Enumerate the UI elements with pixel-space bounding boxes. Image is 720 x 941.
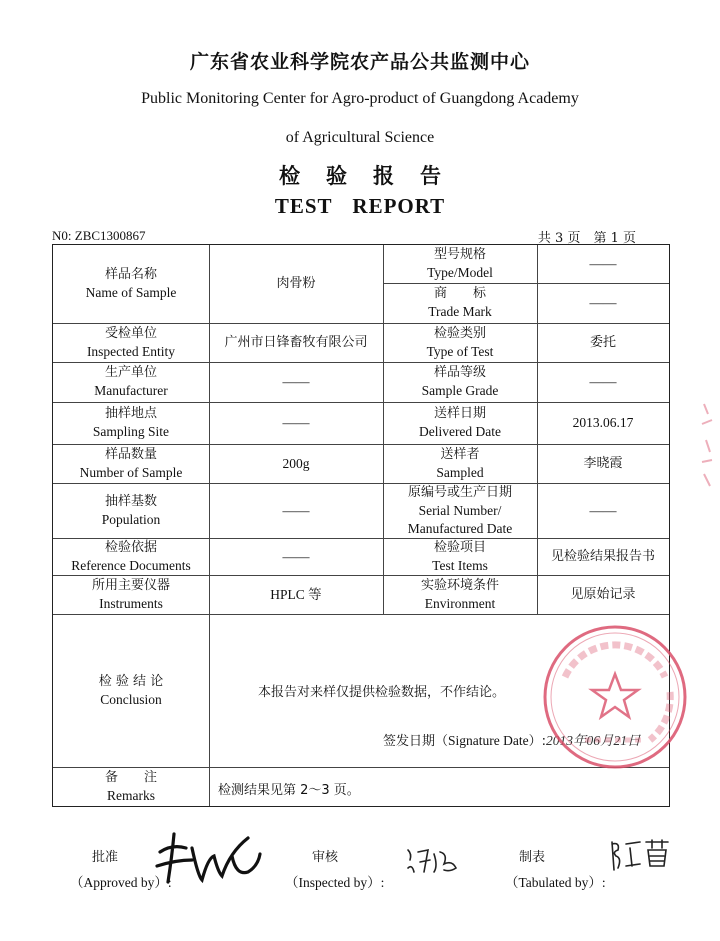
inspected-label-en: （Inspected by）:: [285, 875, 385, 890]
value-text: HPLC 等: [270, 586, 322, 602]
remarks-text: 检测结果见第 2～3 页。: [218, 783, 360, 798]
value-text: 广州市日锋畜牧有限公司: [224, 334, 368, 350]
label-en: Delivered Date: [418, 424, 502, 439]
sampled-value: [537, 444, 669, 483]
type-model-value: [537, 245, 669, 283]
signature-date-label-cn: 签发日期（: [383, 734, 449, 749]
approver-signature: [152, 826, 267, 888]
grid-line: [209, 614, 210, 806]
signature-date-separator: ）:: [528, 734, 547, 749]
serial-number-value: [537, 483, 669, 538]
label-en: Manufactured Date: [407, 520, 513, 536]
value-text: 200g: [282, 455, 310, 471]
trade-mark-value: [537, 283, 669, 323]
number-of-sample-value: [209, 444, 383, 483]
label-en: Type/Model: [427, 265, 493, 280]
value-text: ——: [589, 295, 617, 310]
value-text: ——: [282, 548, 310, 564]
value-text: ——: [589, 374, 617, 389]
report-title-en: TEST REPORT: [274, 194, 446, 218]
environment-value: [537, 575, 669, 614]
value-text: 李晓霞: [583, 455, 623, 471]
label-cn: 抽样地点: [104, 406, 157, 421]
signature-date-value: 2013年06月21日: [546, 733, 641, 748]
instruments-label: [53, 575, 209, 614]
serial-number-label: [383, 483, 537, 538]
test-items-value: [537, 538, 669, 575]
tabulator-signature: [608, 836, 674, 874]
page-edge-seal-marks: [698, 400, 720, 490]
label-cn: 样品等级: [433, 365, 486, 380]
label-cn: 送样者: [440, 446, 480, 462]
tabulated-label-cn: 制表: [519, 850, 546, 865]
label-cn: 送样日期: [433, 406, 486, 421]
inspected-label-cn: 审核: [312, 850, 339, 865]
type-of-test-value: [537, 323, 669, 362]
label-en: Type of Test: [426, 343, 494, 359]
label-en: Inspected Entity: [86, 343, 176, 359]
population-label: [53, 483, 209, 538]
label-en: Reference Documents: [71, 557, 191, 573]
page-count: 共 3 页 第 1 页: [537, 231, 636, 246]
signature-date-label-en: Signature Date: [448, 733, 529, 748]
sampling-site-value: [209, 402, 383, 444]
label-cn: 原编号或生产日期: [407, 484, 512, 500]
delivered-date-label: [383, 402, 537, 444]
sample-name-value: [209, 245, 383, 323]
label-en: Trade Mark: [428, 304, 492, 319]
label-cn: 实验环境条件: [420, 577, 499, 593]
label-cn: 生产单位: [104, 365, 157, 380]
report-title-cn: 检验报告: [279, 164, 467, 188]
approved-label-en: （Approved by）:: [70, 875, 172, 890]
label-cn: 检验类别: [433, 325, 486, 341]
label-cn: 商 标: [433, 286, 486, 301]
value-text: ——: [589, 502, 617, 518]
label-en: Name of Sample: [85, 285, 177, 300]
label-cn: 备 注: [104, 769, 157, 785]
center-name-en-line2: of Agricultural Science: [285, 129, 435, 146]
label-cn: 检验依据: [104, 539, 157, 555]
label-en: Manufacturer: [94, 383, 168, 398]
manufacturer-value: [209, 362, 383, 402]
environment-label: [383, 575, 537, 614]
label-en: Sampled: [436, 464, 484, 480]
label-en: Remarks: [107, 787, 155, 803]
label-en: Serial Number/: [418, 502, 502, 518]
value-text: 肉骨粉: [276, 276, 316, 291]
value-text: ——: [282, 415, 310, 430]
inspector-signature: [404, 842, 464, 878]
official-seal-stamp: [540, 622, 690, 772]
reference-documents-label: [53, 538, 209, 575]
sampled-label: [383, 444, 537, 483]
sample-grade-label: [383, 362, 537, 402]
center-name-cn: 广东省农业科学院农产品公共监测中心: [189, 51, 530, 73]
inspected-entity-label: [53, 323, 209, 362]
label-cn: 型号规格: [433, 247, 486, 262]
value-text: ——: [282, 374, 310, 389]
value-text: ——: [282, 502, 310, 518]
trade-mark-label: [383, 283, 537, 323]
value-text: 委托: [589, 334, 616, 350]
type-of-test-label: [383, 323, 537, 362]
label-en: Sample Grade: [421, 383, 499, 398]
approved-label-cn: 批准: [92, 850, 119, 865]
value-text: 2013.06.17: [572, 415, 634, 430]
report-number: N0: ZBC1300867: [52, 228, 146, 243]
label-en: Test Items: [432, 557, 488, 573]
test-items-label: [383, 538, 537, 575]
population-value: [209, 483, 383, 538]
label-en: Number of Sample: [79, 464, 183, 480]
sampling-site-label: [53, 402, 209, 444]
reference-documents-value: [209, 538, 383, 575]
center-name-en-line1: Public Monitoring Center for Agro-product of Guangdong Academy: [141, 90, 579, 107]
number-of-sample-label: [53, 444, 209, 483]
label-cn: 受检单位: [104, 325, 157, 341]
label-cn: 检验项目: [433, 539, 486, 555]
value-text: ——: [589, 256, 617, 271]
label-en: Population: [101, 511, 161, 527]
label-cn: 检 验 结 论: [98, 673, 164, 689]
delivered-date-value: [537, 402, 669, 444]
label-cn: 样品数量: [104, 446, 157, 462]
label-en: Instruments: [99, 595, 163, 611]
sample-name-label: [53, 245, 209, 323]
value-text: 见检验结果报告书: [550, 548, 655, 564]
manufacturer-label: [53, 362, 209, 402]
conclusion-label: [53, 614, 209, 767]
label-cn: 所用主要仪器: [91, 577, 170, 593]
value-text: 见原始记录: [570, 586, 636, 602]
label-cn: 抽样基数: [104, 493, 157, 509]
label-en: Conclusion: [100, 691, 162, 707]
conclusion-text: 本报告对来样仅提供检验数据，不作结论。: [258, 685, 506, 700]
label-cn: 样品名称: [104, 267, 157, 282]
type-model-label: [383, 245, 537, 283]
label-en: Sampling Site: [92, 424, 170, 439]
remarks-label: [53, 767, 209, 806]
label-en: Environment: [424, 595, 496, 611]
instruments-value: [209, 575, 383, 614]
tabulated-label-en: （Tabulated by）:: [505, 875, 606, 890]
sample-grade-value: [537, 362, 669, 402]
inspected-entity-value: [209, 323, 383, 362]
